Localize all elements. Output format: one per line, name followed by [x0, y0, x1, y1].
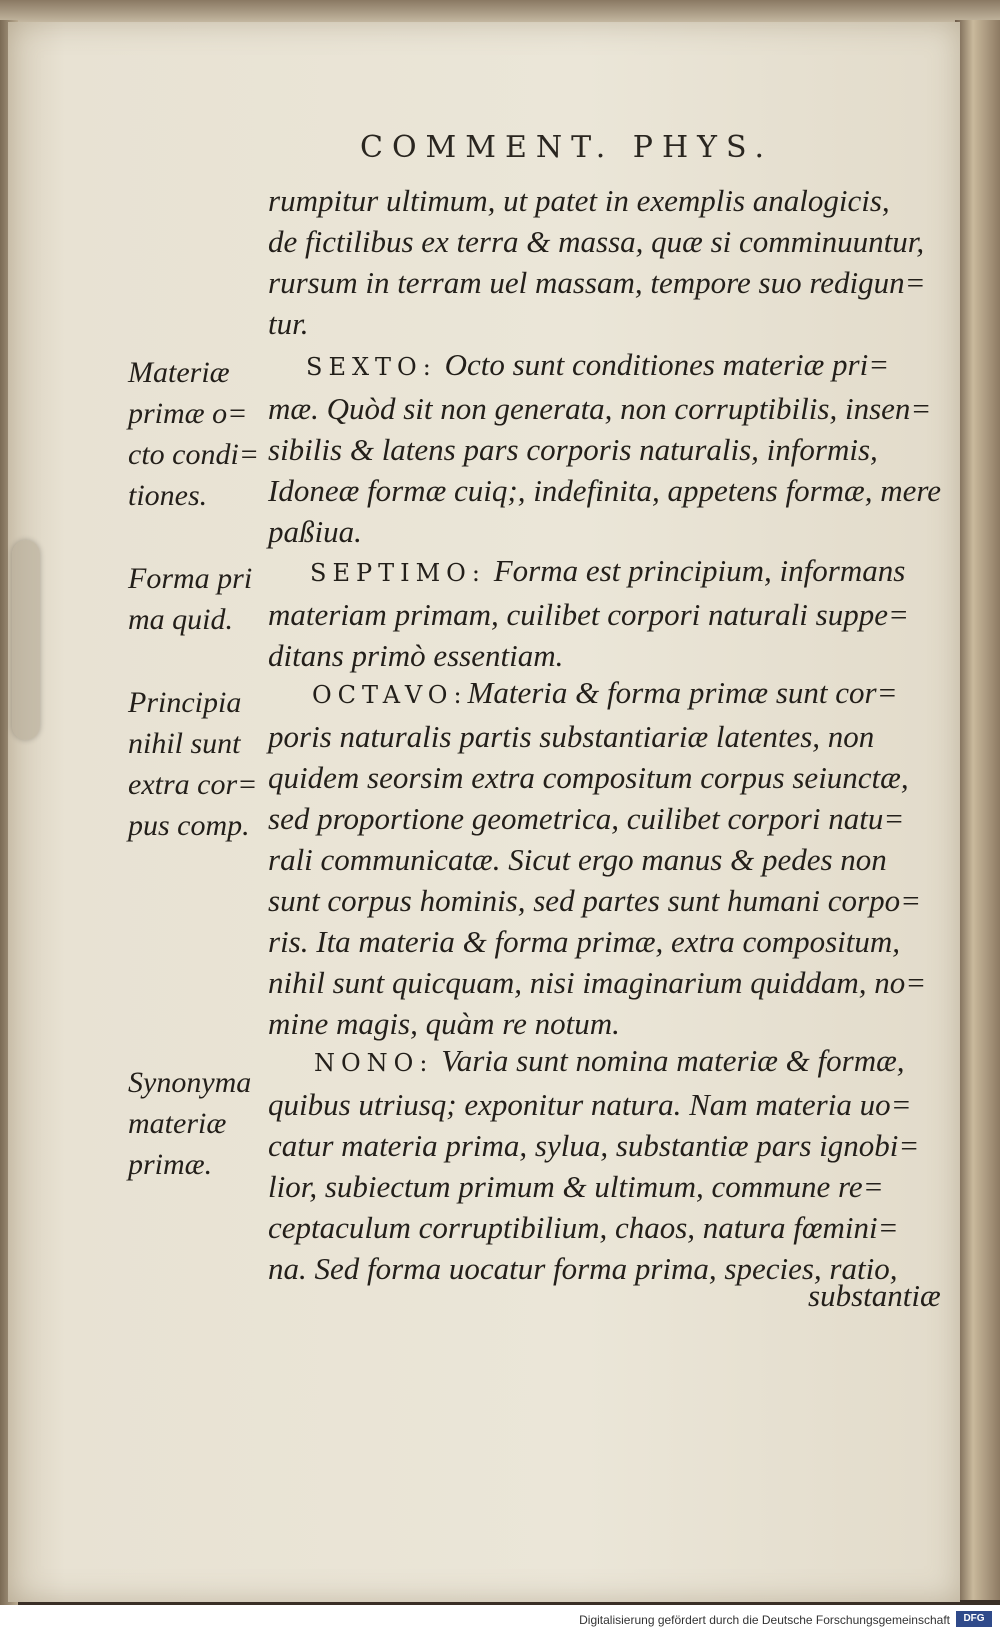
text-line: poris naturalis partis substantiariæ latentes, non [268, 719, 875, 754]
next-page-edge [955, 20, 1000, 1600]
text-line: Octo sunt conditiones materiæ pri= [436, 347, 890, 382]
section-nono [268, 1040, 948, 1289]
text-line: sunt corpus hominis, sed partes sunt humani corpo= [268, 883, 921, 918]
text-line: Varia sunt nomina materiæ & formæ, [433, 1043, 905, 1078]
text-line: lior, subiectum primum & ultimum, commune re= [268, 1169, 884, 1204]
text-line: quidem seorsim extra compositum corpus seiunctæ, [268, 760, 909, 795]
footer-credit: Digitalisierung gefördert durch die Deutsche Forschungsgemeinschaft [579, 1613, 950, 1627]
text-line: na. Sed forma uocatur forma prima, species, ratio, [268, 1251, 898, 1286]
marginal-note: Synonyma materiæ primæ. [128, 1066, 252, 1181]
text-line: rumpitur ultimum, ut patet in exemplis analogicis, [268, 183, 890, 218]
body-opening [268, 180, 948, 344]
text-line: rursum in terram uel massam, tempore suo redigun= [268, 265, 926, 300]
text-line: catur materia prima, sylua, substantiæ pars ignobi= [268, 1128, 920, 1163]
catchword: substantiæ [808, 1278, 941, 1313]
text-line: de fictilibus ex terra & massa, quæ si comminuuntur, [268, 224, 925, 259]
text-line: sibilis & latens pars corporis naturalis, informis, [268, 432, 878, 467]
text-line: tur. [268, 306, 309, 341]
text-line: materiam primam, cuilibet corpori naturali suppe= [268, 597, 909, 632]
section-octavo [268, 672, 948, 1044]
text-line: sed proportione geometrica, cuilibet corpori natu= [268, 801, 905, 836]
section-sexto [268, 344, 948, 552]
text-line: paßiua. [268, 514, 362, 549]
section-lead: NONO: [314, 1049, 434, 1077]
text-line: Forma est principium, informans [485, 553, 906, 588]
text-line: quibus utriusq; exponitur natura. Nam materia uo= [268, 1087, 912, 1122]
page-clip [12, 540, 40, 740]
marginal-note: Materiæ primæ o= cto condi= tiones. [128, 356, 260, 512]
section-lead: SEPTIMO: [310, 559, 486, 587]
text-line: ceptaculum corruptibilium, chaos, natura fœmini= [268, 1210, 899, 1245]
section-septimo [268, 550, 948, 676]
text-line: mæ. Quòd sit non generata, non corruptibilis, insen= [268, 391, 932, 426]
section-lead: OCTAVO: [312, 681, 468, 709]
footer-bar [0, 1605, 1000, 1635]
text-line: ris. Ita materia & forma primæ, extra compositum, [268, 924, 901, 959]
dfg-logo: DFG [956, 1611, 992, 1627]
text-line: Materia & forma primæ sunt cor= [467, 675, 898, 710]
text-line: Idoneæ formæ cuiq;, indefinita, appetens formæ, mere [268, 473, 942, 508]
text-line: mine magis, quàm re notum. [268, 1006, 620, 1041]
running-header: COMMENT. PHYS. [360, 130, 773, 165]
text-line: nihil sunt quicquam, nisi imaginarium quiddam, no= [268, 965, 927, 1000]
text-line: ditans primò essentiam. [268, 638, 564, 673]
section-lead: SEXTO: [306, 353, 437, 381]
marginal-note: Principia nihil sunt extra cor= pus comp. [128, 686, 258, 842]
marginal-note: Forma pri ma quid. [128, 562, 253, 636]
text-line: rali communicatæ. Sicut ergo manus & pedes non [268, 842, 887, 877]
